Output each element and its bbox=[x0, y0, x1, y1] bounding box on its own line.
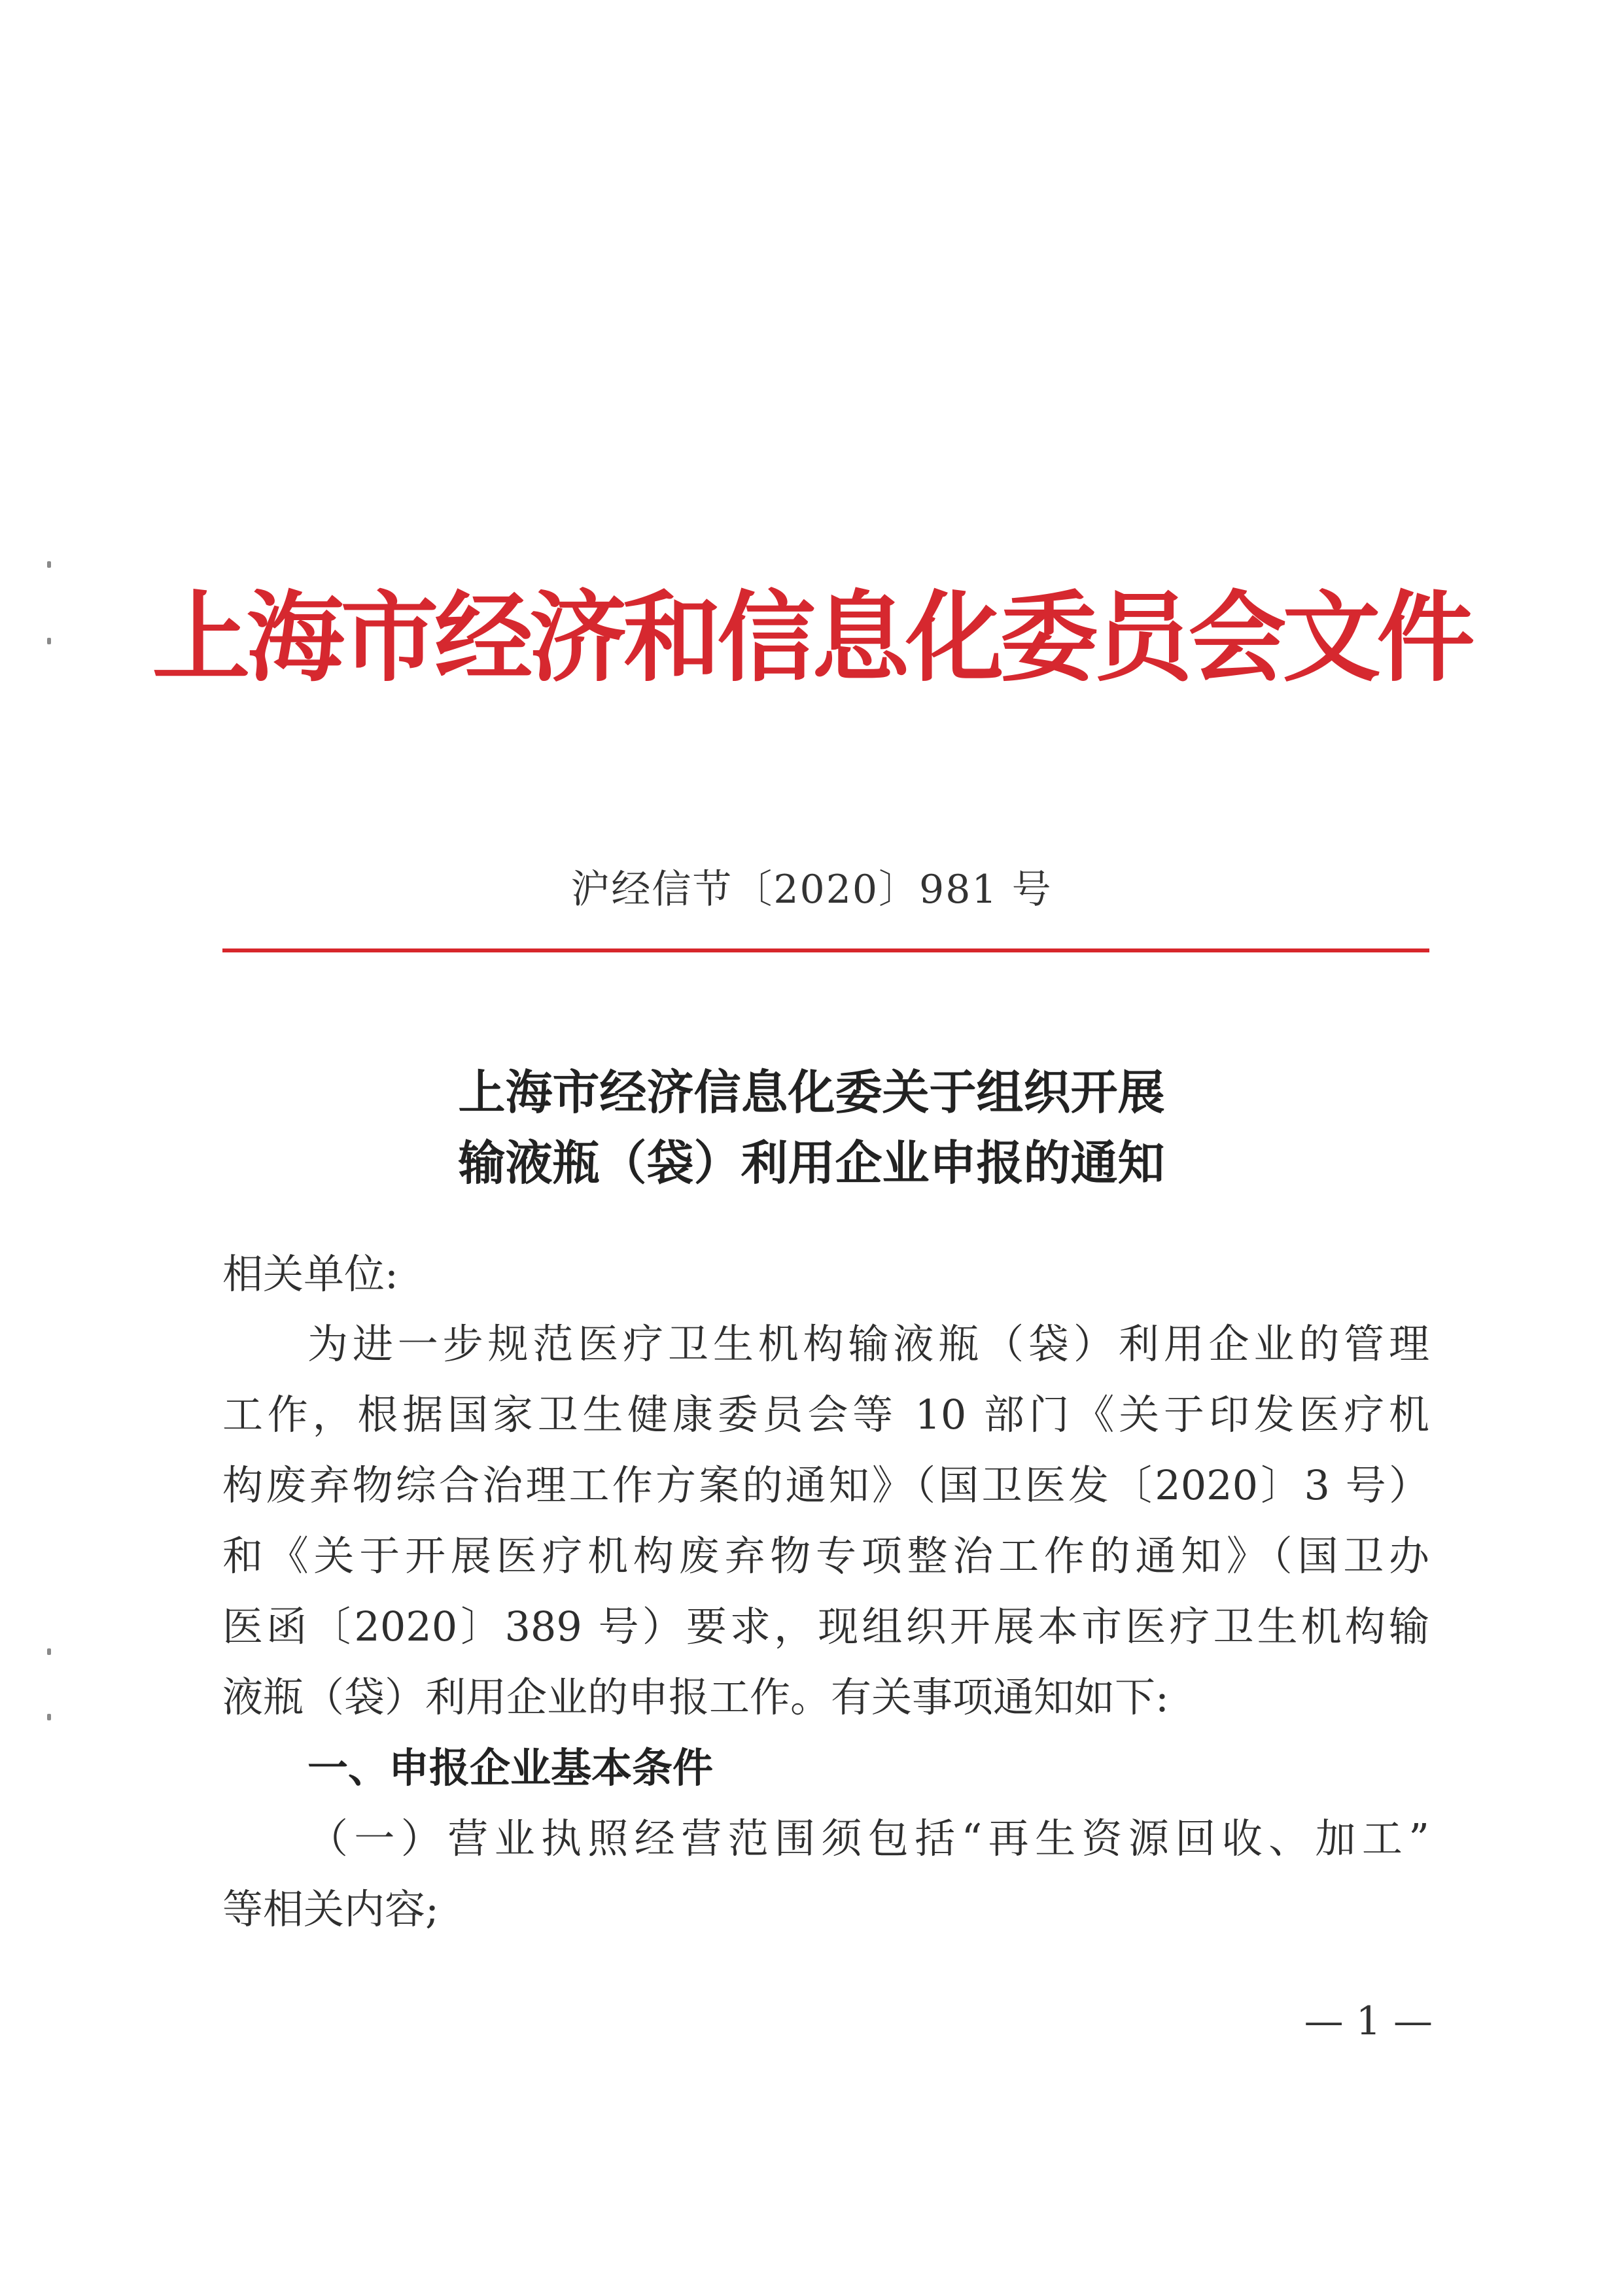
section-heading: 一、申报企业基本条件 bbox=[307, 1744, 714, 1792]
paragraph-line: 医函〔2020〕389 号）要求，现组织开展本市医疗卫生机构输 bbox=[222, 1603, 1429, 1650]
scan-speck bbox=[47, 1714, 51, 1720]
paragraph-line: 为进一步规范医疗卫生机构输液瓶（袋）利用企业的管理 bbox=[307, 1320, 1429, 1368]
paragraph-line: 液瓶（袋）利用企业的申报工作。有关事项通知如下: bbox=[222, 1673, 1169, 1721]
notice-title-line-2: 输液瓶（袋）利用企业申报的通知 bbox=[458, 1136, 1165, 1191]
notice-title-line-1: 上海市经济信息化委关于组织开展 bbox=[458, 1065, 1165, 1120]
page-number: — 1 — bbox=[1304, 1998, 1433, 2044]
salutation: 相关单位: bbox=[222, 1250, 398, 1298]
red-divider-rule bbox=[222, 948, 1429, 952]
scan-speck bbox=[47, 1648, 51, 1655]
list-item-line: 等相关内容; bbox=[222, 1885, 439, 1933]
paragraph-line: 构废弃物综合治理工作方案的通知》（国卫医发〔2020〕3 号） bbox=[222, 1461, 1429, 1509]
scan-speck bbox=[47, 561, 51, 568]
paragraph-line: 和《关于开展医疗机构废弃物专项整治工作的通知》（国卫办 bbox=[222, 1532, 1429, 1580]
paragraph-line: 工作，根据国家卫生健康委员会等 10 部门《关于印发医疗机 bbox=[222, 1391, 1429, 1438]
document-masthead: 上海市经济和信息化委员会文件 bbox=[152, 580, 1471, 695]
list-item-line: （一）营业执照经营范围须包括“再生资源回收、加工” bbox=[307, 1815, 1429, 1862]
document-number: 沪经信节〔2020〕981 号 bbox=[570, 867, 1053, 913]
